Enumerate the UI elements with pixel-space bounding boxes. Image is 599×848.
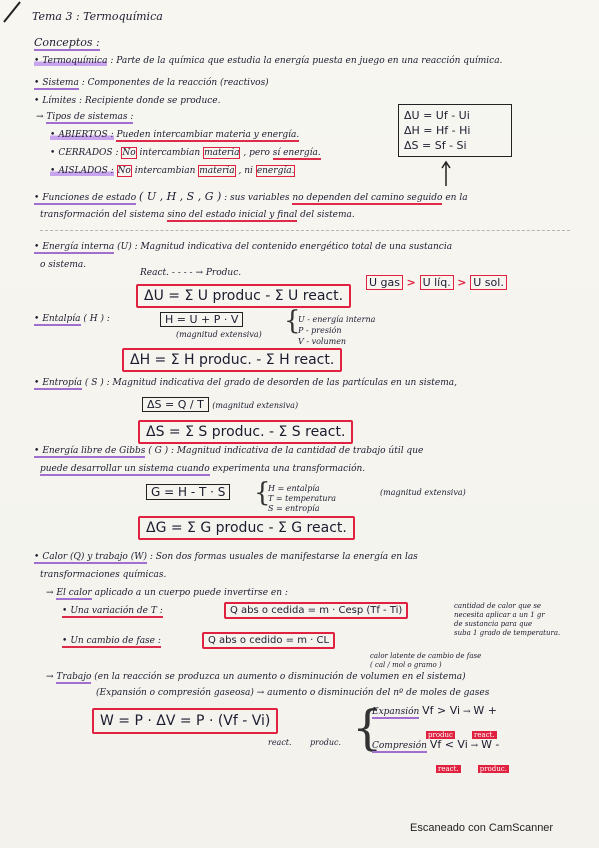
funciones-de-estado-line1: • Funciones de estado ( U , H , S , G ) : sus variables no dependen del camino seguido en la — [34, 190, 468, 203]
arrow-icon: → — [46, 588, 57, 598]
entropia-def-row: ΔS = Q / T (magnitud extensiva) — [142, 398, 298, 411]
gibbs-magnitud: (magnitud extensiva) — [380, 488, 466, 497]
formula-work: W = P · ΔV = P · (Vf - Vi) — [92, 708, 278, 734]
gibbs-definition-formula: G = H - T · S — [146, 484, 230, 500]
react-produc-note: React. - - - - → Produc. — [140, 268, 242, 278]
calor-trabajo-line1: • Calor (Q) y trabajo (W) : Son dos formas usuales de manifestarse la energía en las — [34, 552, 418, 562]
gibbs-line2: puede desarrollar un sistema cuando experimenta una transformación. — [40, 464, 366, 474]
react-label: react. — [268, 738, 292, 747]
formula-q-cambio-fase: Q abs o cedido = m · CL — [202, 632, 335, 649]
tipo-cerrados: • CERRADOS : No intercambian materia , pero sí energía. — [50, 148, 321, 158]
expansion-tags: produc react. — [428, 731, 495, 739]
funciones-de-estado-line2: transformación del sistema sino del estado inicial y final del sistema. — [40, 210, 355, 220]
box-line-du: ΔU = Uf - Ui — [404, 109, 470, 122]
entalpia-definition-formula: H = U + P · V — [160, 312, 243, 327]
tipos-de-sistemas-heading: → Tipos de sistemas : — [36, 112, 134, 122]
arrow-icon: → — [462, 707, 474, 717]
formula-delta-g: ΔG = Σ G produc - Σ G react. — [138, 516, 355, 540]
cambio-note: calor latente de cambio de fase ( cal / mol o gramo ) — [370, 652, 482, 669]
calor-aplicado-line: → El calor aplicado a un cuerpo puede invertirse en : — [46, 588, 288, 598]
variacion-t-label: • Una variación de T : — [62, 606, 163, 616]
formula-delta-s: ΔS = Σ S produc. - Σ S react. — [138, 420, 353, 444]
greater-than-icon: > — [457, 276, 471, 289]
expansion-row: Expansión Vf > Vi → W + — [372, 704, 497, 717]
brace-icon: { — [254, 478, 271, 508]
box-line-ds: ΔS = Sf - Si — [404, 139, 467, 152]
tipo-aislados: • AISLADOS : No intercambian materia , ni energía. — [50, 166, 295, 176]
arrow-icon: → — [46, 672, 57, 682]
box-line-dh: ΔH = Hf - Hi — [404, 124, 471, 137]
gibbs-legend: H = entalpía T = temperatura S = entropía — [268, 484, 337, 513]
energia-interna-line2: o sistema. — [40, 260, 87, 270]
trabajo-line1: → Trabajo (en la reacción se produzca un aumento o disminución de volumen en el sistema) — [46, 672, 466, 682]
arrow-icon: → — [470, 741, 482, 751]
produc-label: produc. — [310, 738, 342, 747]
definition-sistema: • Sistema : Componentes de la reacción (reactivos) — [34, 78, 269, 88]
page-title: Tema 3 : Termoquímica — [32, 10, 163, 23]
up-arrow-icon — [440, 160, 452, 188]
entalpia-legend: U - energía interna P - presión V - volumen — [298, 315, 376, 346]
cambio-fase-label: • Un cambio de fase : — [62, 636, 161, 646]
arrow-icon: → — [36, 112, 47, 122]
entropia-line: • Entropía ( S ) : Magnitud indicativa del grado de desorden de las partículas en un sistema, — [34, 378, 457, 388]
definition-termoquimica: • Termoquímica : Parte de la química que estudia la energía puesta en juego en una reacción química. — [34, 56, 502, 66]
section-heading-conceptos: Conceptos : — [34, 36, 100, 49]
compresion-row: Compresión Vf < Vi → W - — [372, 738, 500, 751]
u-comparison: U gas > U líq. > U sol. — [366, 276, 507, 289]
variacion-note: cantidad de calor que se necesita aplicar a un 1 gr de sustancia para que suba 1 grado de temperatura. — [454, 602, 561, 637]
compresion-tags: react. produc. — [438, 765, 507, 773]
gibbs-line1: • Energía libre de Gibbs ( G ) : Magnitud indicativa de la cantidad de trabajo útil que — [34, 446, 423, 456]
greater-than-icon: > — [406, 276, 420, 289]
brace-icon: { — [284, 306, 301, 336]
state-function-box — [398, 104, 512, 157]
formula-delta-u: ΔU = Σ U produc - Σ U react. — [136, 284, 351, 308]
divider — [40, 230, 570, 231]
formula-delta-h: ΔH = Σ H produc. - Σ H react. — [122, 348, 342, 372]
scanner-watermark: Escaneado con CamScanner — [410, 822, 554, 834]
entalpia-term: • Entalpía ( H ) : — [34, 314, 110, 324]
energia-interna-line1: • Energía interna (U) : Magnitud indicativa del contenido energético total de una sustancia — [34, 242, 452, 252]
brace-icon: { — [352, 700, 383, 756]
calor-trabajo-line2: transformaciones químicas. — [40, 570, 167, 580]
definition-limites: • Límites : Recipiente donde se produce. — [34, 96, 221, 106]
trabajo-line2: (Expansión o compresión gaseosa) → aumento o disminución del nº de moles de gases — [96, 688, 490, 698]
tipo-abiertos: • ABIERTOS : Pueden intercambiar materia y energía. — [50, 130, 299, 140]
entalpia-magnitud: (magnitud extensiva) — [176, 330, 262, 339]
formula-q-variacion: Q abs o cedida = m · Cesp (Tf - Ti) — [224, 602, 408, 619]
